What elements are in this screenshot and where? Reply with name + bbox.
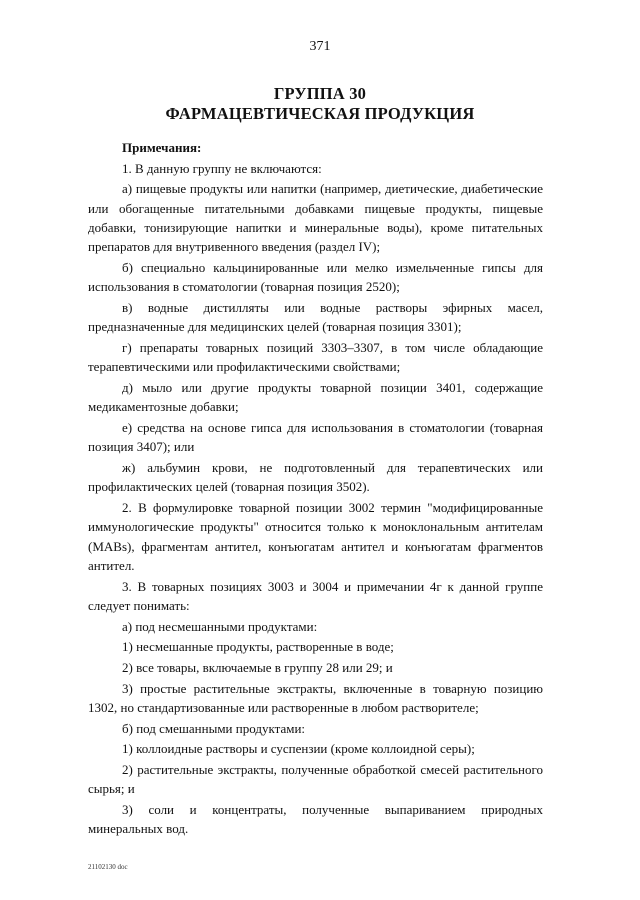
paragraph: е) средства на основе гипса для использования в стоматологии (товарная позиция 3407); или: [88, 420, 543, 455]
paragraph: б) специально кальцинированные или мелко измельченные гипсы для использования в стоматологии (товарная позиция 2520);: [88, 260, 543, 295]
notes-title: Примечания:: [122, 140, 202, 155]
paragraph: г) препараты товарных позиций 3303–3307, в том числе обладающие терапевтическими или профилактическими свойствами;: [88, 340, 543, 375]
paragraph: 2. В формулировке товарной позиции 3002 термин "модифицированные иммунологические продукты" относится только к моноклональным антителам (MABs), фрагментам антител, конъюгатам антител и конъюгатам фрагментов антител.: [88, 500, 543, 574]
footer-filename: 21102130 doc: [88, 863, 128, 871]
page-number: 371: [309, 39, 331, 54]
paragraph: 3. В товарных позициях 3003 и 3004 и примечании 4г к данной группе следует понимать:: [88, 578, 543, 614]
paragraph: д) мыло или другие продукты товарной позиции 3401, содержащие медикаментозные добавки;: [88, 380, 543, 415]
paragraph: ж) альбумин крови, не подготовленный для терапевтических или профилактических целей (товарная позиция 3502).: [88, 460, 543, 495]
paragraph: а) под несмешанными продуктами:: [122, 618, 318, 634]
paragraph: 1. В данную группу не включаются:: [122, 160, 322, 176]
group-heading: ГРУППА 30: [273, 84, 367, 103]
paragraph: б) под смешанными продуктами:: [122, 720, 306, 736]
paragraph: в) водные дистилляты или водные растворы эфирных масел, предназначенные для медицинских целей (товарная позиция 3301);: [88, 300, 543, 335]
group-title: ФАРМАЦЕВТИЧЕСКАЯ ПРОДУКЦИЯ: [165, 104, 475, 123]
paragraph: а) пищевые продукты или напитки (например, диетические, диабетические или обогащенные питательными добавками пищевые продукты, пищевые добавки, тонизирующие напитки и минеральные воды), кроме питательных препаратов для внутривенного введения (раздел IV);: [88, 181, 543, 255]
paragraph: 1) несмешанные продукты, растворенные в воде;: [122, 639, 394, 655]
paragraph: 2) все товары, включаемые в группу 28 или 29; и: [122, 660, 393, 675]
document-body: [88, 138, 543, 840]
paragraph: 3) простые растительные экстракты, включенные в товарную позицию 1302, но стандартизованные или растворенные в любом растворителе;: [88, 680, 543, 715]
paragraph: 1) коллоидные растворы и суспензии (кроме коллоидной серы);: [122, 741, 475, 757]
paragraph: 3) соли и концентраты, полученные выпариванием природных минеральных вод.: [88, 801, 543, 837]
paragraph: 2) растительные экстракты, полученные обработкой смесей растительного сырья; и: [88, 761, 543, 797]
